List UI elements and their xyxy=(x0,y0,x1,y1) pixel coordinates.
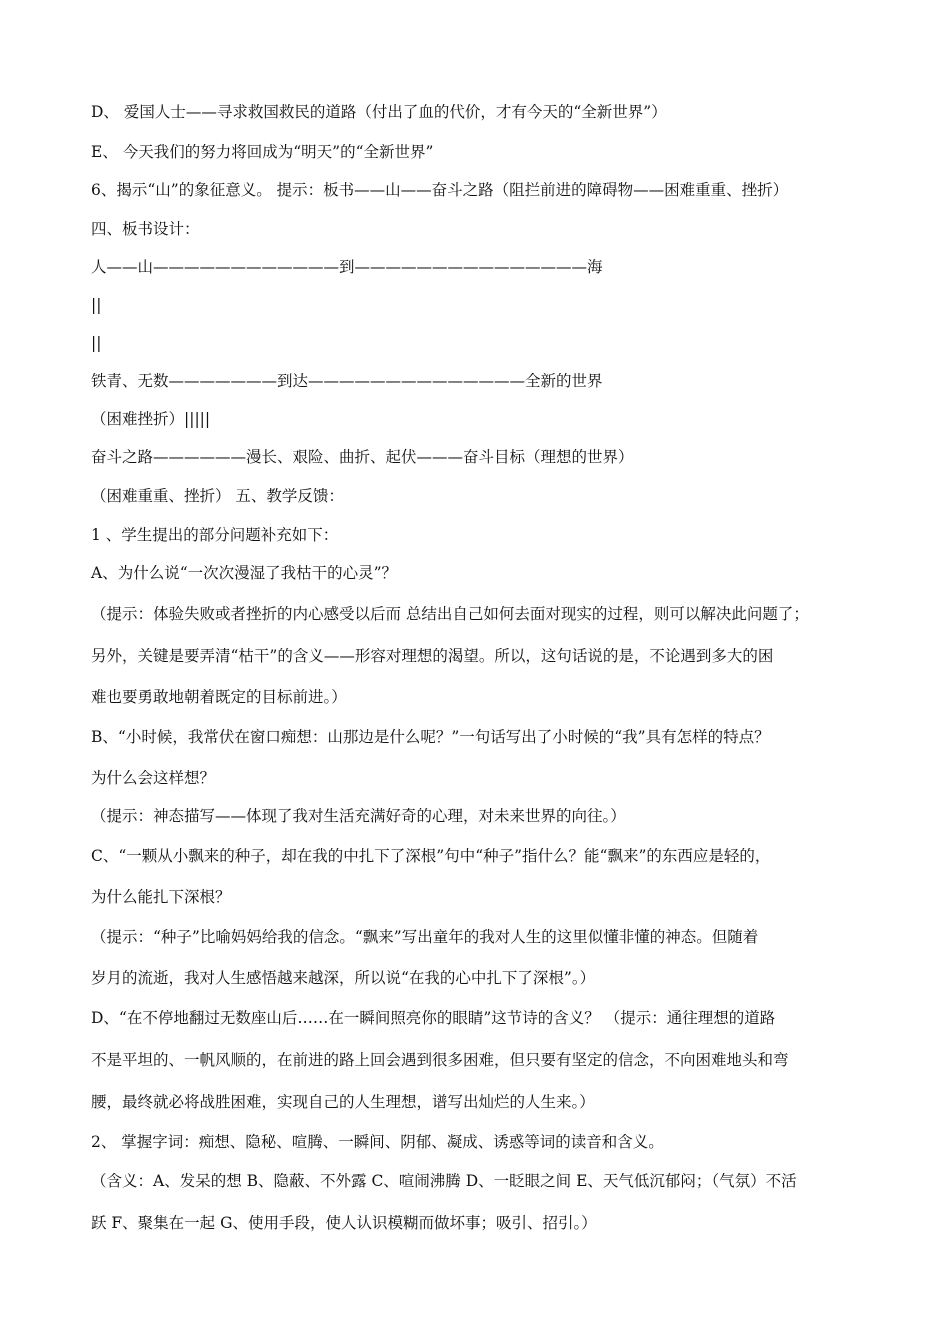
text-line: 1 、学生提出的部分问题补充如下： xyxy=(91,526,339,544)
question-line: A、为什么说“一次次漫湿了我枯干的心灵”？ xyxy=(91,564,398,582)
text-line: 跃 F、聚集在一起 G、使用手段，使人认识模糊而做坏事；吸引、招引。） xyxy=(91,1214,597,1232)
answer-line: 不是平坦的、一帆风顺的，在前进的路上回会遇到很多困难，但只要有坚定的信念，不向困难地头和弯 xyxy=(91,1051,789,1069)
question-line: C、“一颗从小飘来的种子，却在我的中扎下了深根”句中“种子”指什么？能“飘来”的东西应是轻的， xyxy=(91,847,771,865)
text-line: 2、 掌握字词：痴想、隐秘、喧腾、一瞬间、阴郁、凝成、诱惑等词的读音和含义。 xyxy=(91,1133,664,1151)
section-heading: （困难重重、挫折） 五、教学反馈： xyxy=(91,487,344,505)
answer-line: （提示：神态描写——体现了我对生活充满好奇的心理，对未来世界的向往。） xyxy=(91,807,626,825)
blackboard-line: || xyxy=(91,334,102,352)
text-line: （含义：A、发呆的想 B、隐蔽、不外露 C、喧闹沸腾 D、一眨眼之间 E、天气低沉郁闷；（气氛）不活 xyxy=(91,1172,797,1190)
blackboard-line: （困难挫折）||||| xyxy=(91,410,211,428)
blackboard-line: 铁青、无数———————到达——————————————全新的世界 xyxy=(91,372,603,390)
answer-line: 岁月的流逝，我对人生感悟越来越深，所以说“在我的心中扎下了深根”。） xyxy=(91,969,596,987)
question-line: 为什么能扎下深根？ xyxy=(91,888,231,906)
answer-line: 腰，最终就必将战胜困难，实现自己的人生理想，谱写出灿烂的人生来。） xyxy=(91,1093,595,1111)
question-line: 为什么会这样想？ xyxy=(91,769,216,787)
blackboard-line: 奋斗之路——————漫长、艰险、曲折、起伏———奋斗目标（理想的世界） xyxy=(91,448,634,466)
text-line: E、 今天我们的努力将回成为“明天”的“全新世界” xyxy=(91,143,434,161)
answer-line: 难也要勇敢地朝着既定的目标前进。） xyxy=(91,688,347,706)
text-line: 6、揭示“山”的象征意义。 提示：板书——山——奋斗之路（阻拦前进的障碍物——困难重重、挫折） xyxy=(91,181,789,199)
question-line: D、“在不停地翻过无数座山后……在一瞬间照亮你的眼睛”这节诗的含义？ （提示：通往理想的道路 xyxy=(91,1009,776,1027)
answer-line: （提示：“种子”比喻妈妈给我的信念。“飘来”写出童年的我对人生的这里似懂非懂的神态。但随着 xyxy=(91,928,759,946)
blackboard-line: || xyxy=(91,296,102,314)
answer-line: 另外，关键是要弄清“枯干”的含义——形容对理想的渴望。所以，这句话说的是，不论遇到多大的困 xyxy=(91,647,774,665)
blackboard-line: 人——山————————————到———————————————海 xyxy=(91,258,603,276)
question-line: B、“小时候，我常伏在窗口痴想：山那边是什么呢？”一句话写出了小时候的“我”具有怎样的特点？ xyxy=(91,728,770,746)
text-line: D、 爱国人士——寻求救国救民的道路（付出了血的代价，才有今天的“全新世界”） xyxy=(91,103,667,121)
section-heading: 四、板书设计： xyxy=(91,220,200,238)
answer-line: （提示：体验失败或者挫折的内心感受以后而 总结出自己如何去面对现实的过程，则可以解决此问题了； xyxy=(91,605,809,623)
